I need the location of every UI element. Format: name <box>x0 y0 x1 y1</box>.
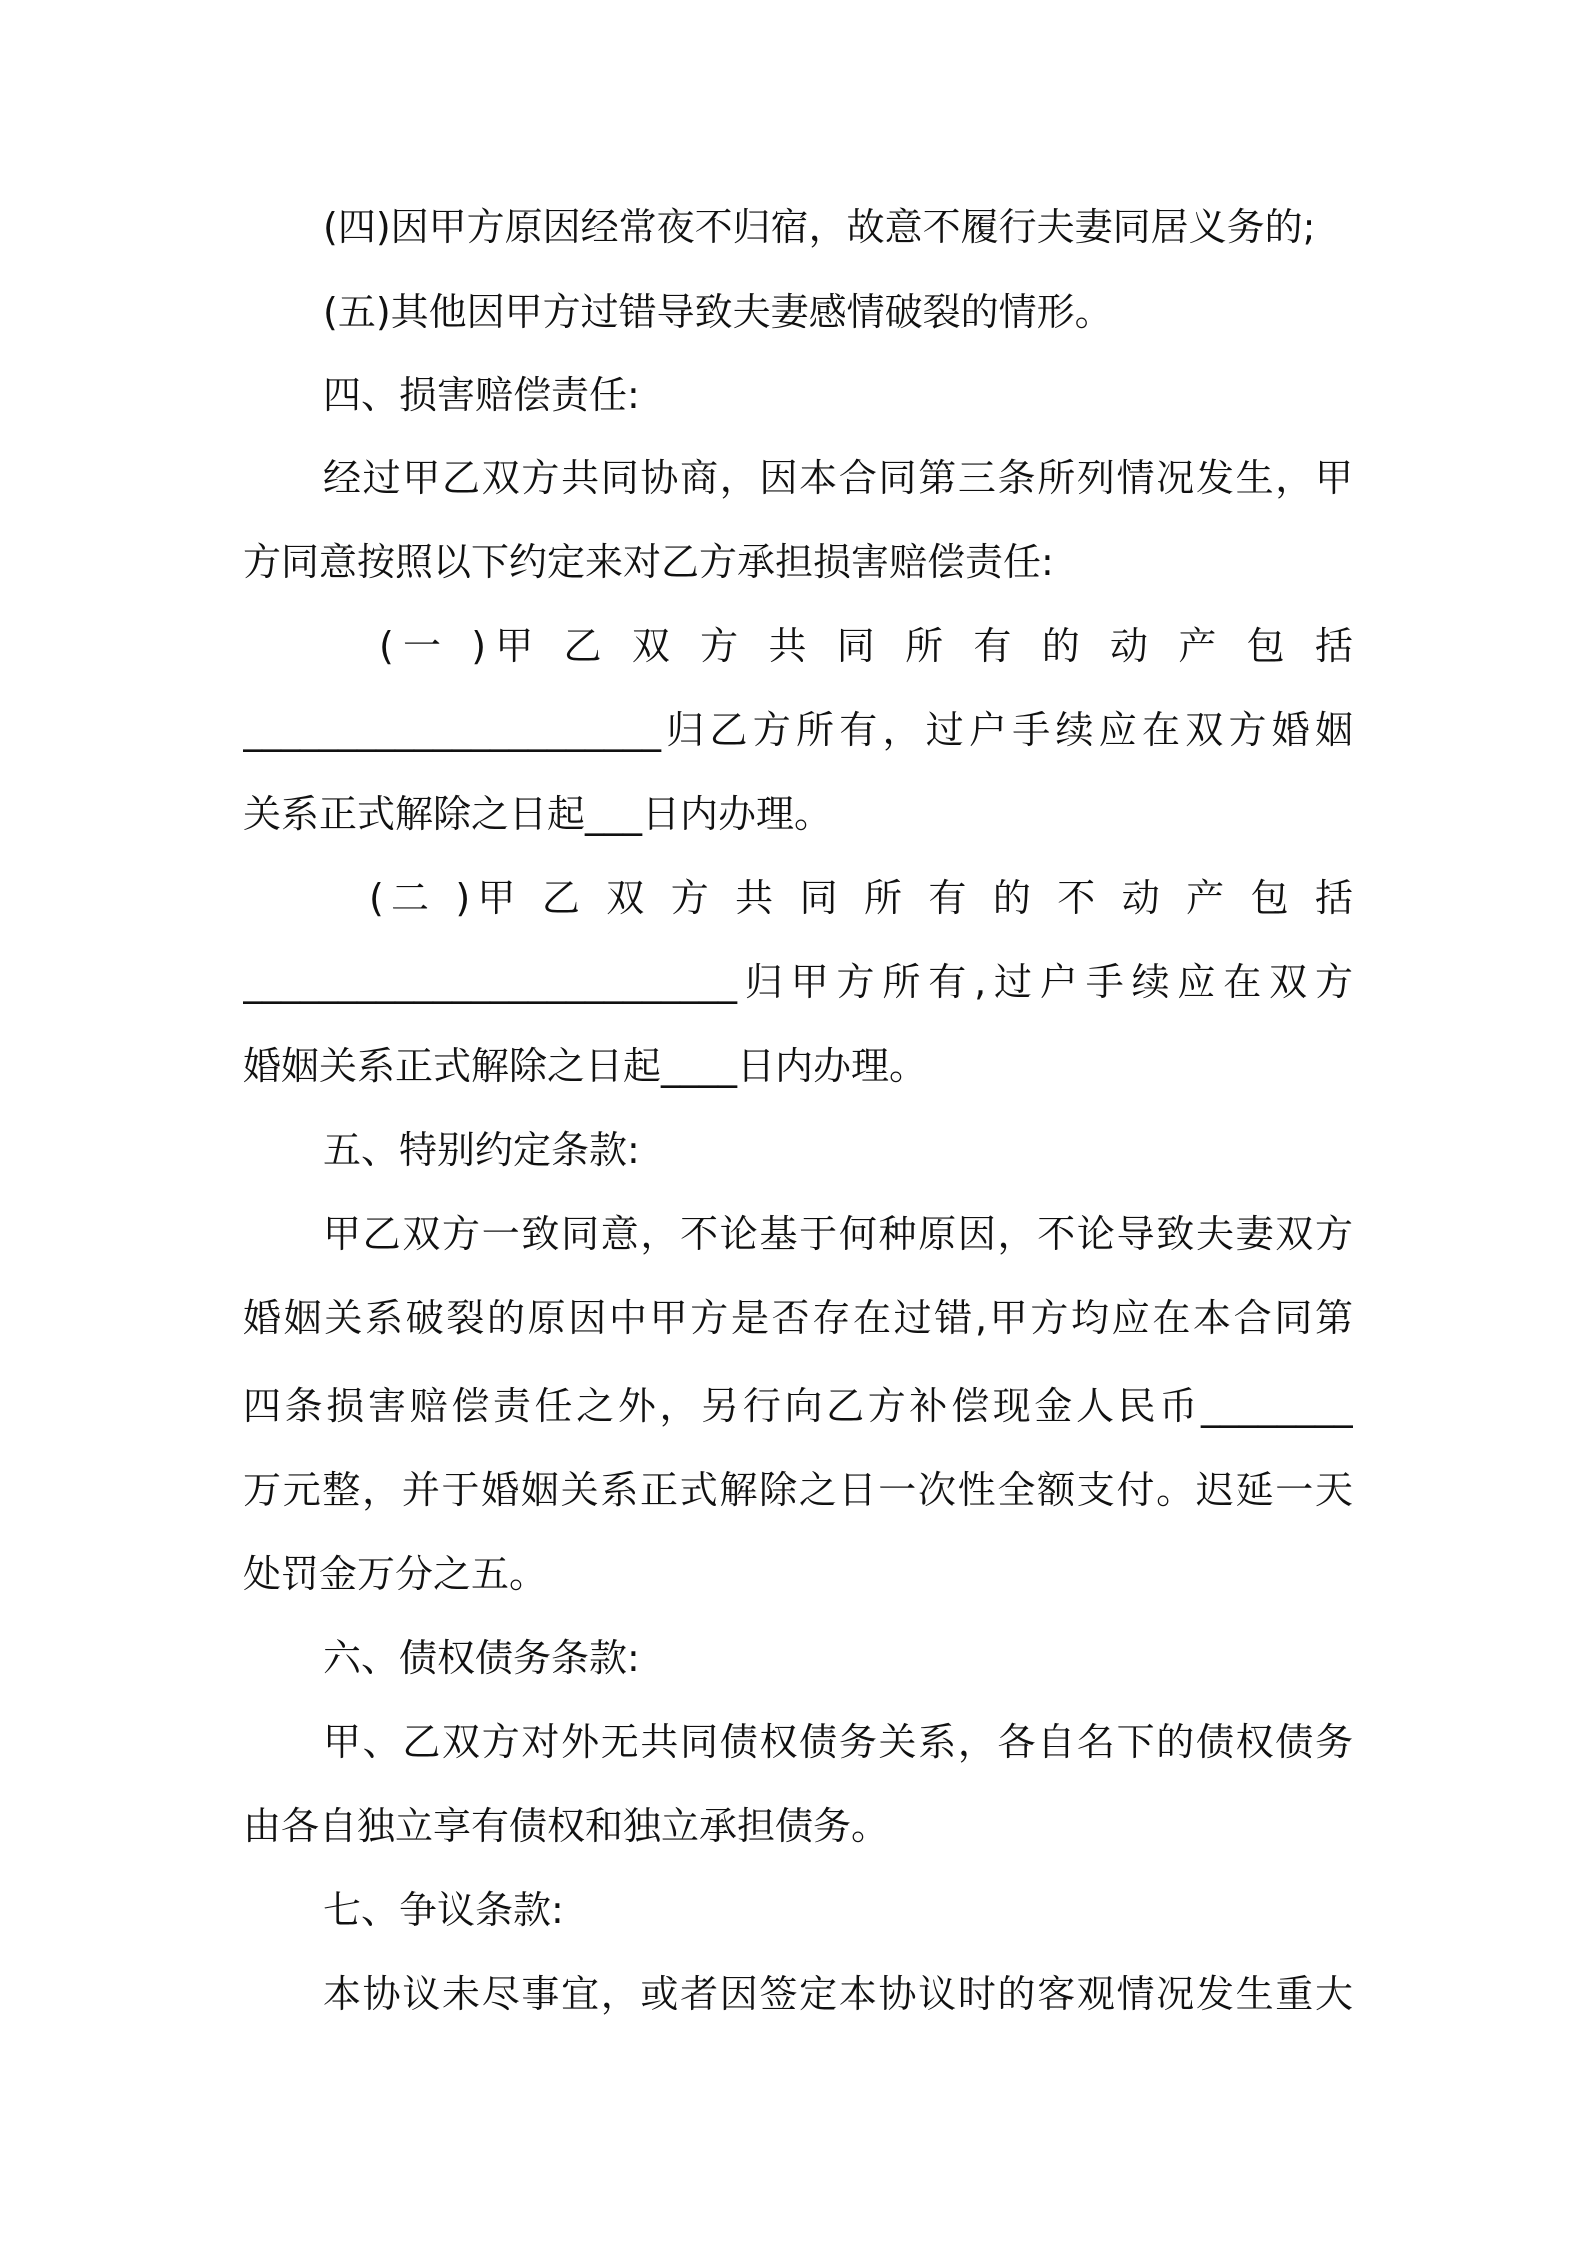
section-heading-7: 七、争议条款: <box>323 1888 564 1932</box>
section-5-paragraph-line-5: 处罚金万分之五。 <box>243 1552 548 1596</box>
section-5-paragraph-line-4: 万元整，并于婚姻关系正式解除之日一次性全额支付。迟延一天 <box>243 1468 1353 1512</box>
section-5-paragraph-line-3: 四条损害赔偿责任之外，另行向乙方补偿现金人民币________ <box>243 1384 1353 1428</box>
section-6-paragraph-line-1: 甲、乙双方对外无共同债权债务关系，各自名下的债权债务 <box>323 1720 1353 1764</box>
section-7-paragraph-line-1: 本协议未尽事宜，或者因签定本协议时的客观情况发生重大 <box>323 1972 1353 2016</box>
clause-3-item-5: (五)其他因甲方过错导致夫妻感情破裂的情形。 <box>323 290 1113 334</box>
section-4-item-2-line-3: 婚姻关系正式解除之日起____日内办理。 <box>243 1044 928 1088</box>
section-4-paragraph-line-1: 经过甲乙双方共同协商，因本合同第三条所列情况发生，甲 <box>323 456 1353 500</box>
section-heading-5: 五、特别约定条款: <box>323 1128 640 1172</box>
section-4-item-2-line-2: __________________________归甲方所有,过户手续应在双方 <box>243 960 1353 1004</box>
section-heading-6: 六、债权债务条款: <box>323 1636 640 1680</box>
section-5-paragraph-line-1: 甲乙双方一致同意，不论基于何种原因，不论导致夫妻双方 <box>323 1212 1353 1256</box>
section-4-item-1-line-2: ______________________归乙方所有，过户手续应在双方婚姻 <box>243 708 1353 752</box>
section-4-paragraph-line-2: 方同意按照以下约定来对乙方承担损害赔偿责任: <box>243 540 1054 584</box>
section-6-paragraph-line-2: 由各自独立享有债权和独立承担债务。 <box>243 1804 890 1848</box>
section-heading-4: 四、损害赔偿责任: <box>323 373 640 417</box>
section-4-item-2-line-1: (二 )甲 乙 双 方 共 同 所 有 的 不 动 产 包 括 <box>369 876 1353 920</box>
section-5-paragraph-line-2: 婚姻关系破裂的原因中甲方是否存在过错,甲方均应在本合同第 <box>243 1296 1353 1340</box>
clause-3-item-4: (四)因甲方原因经常夜不归宿，故意不履行夫妻同居义务的; <box>323 205 1316 249</box>
section-4-item-1-line-3: 关系正式解除之日起___日内办理。 <box>243 792 833 836</box>
section-4-item-1-line-1: (一 )甲 乙 双 方 共 同 所 有 的 动 产 包 括 <box>379 624 1353 668</box>
